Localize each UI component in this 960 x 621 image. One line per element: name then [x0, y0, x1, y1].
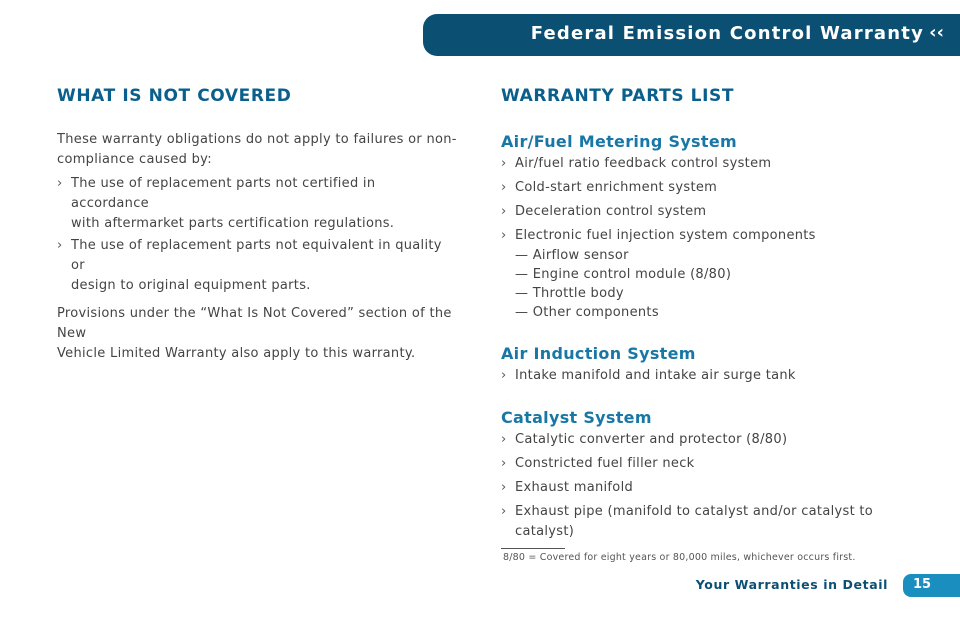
- header-banner: [423, 14, 960, 56]
- bullet-arrow-icon: ›: [501, 156, 507, 171]
- parts-list-section: [501, 84, 931, 542]
- footnote: 8/80 = Covered for eight years or 80,000 miles, whichever occurs first.: [503, 552, 856, 563]
- sub-list-item: — Airflow sensor: [515, 248, 629, 263]
- not-covered-section: [57, 84, 457, 364]
- list-item: › Exhaust pipe (manifold to catalyst and/or catalyst to catalyst): [501, 504, 874, 539]
- not-covered-heading: WHAT IS NOT COVERED: [57, 86, 292, 106]
- bullet-arrow-icon: ›: [57, 238, 63, 253]
- footer-section-label: Your Warranties in Detail: [695, 577, 888, 592]
- bullet-arrow-icon: ›: [501, 204, 507, 219]
- page-title: Federal Emission Control Warranty: [530, 23, 924, 44]
- air-induction-heading: Air Induction System: [501, 344, 696, 363]
- bullet-arrow-icon: ›: [57, 176, 63, 191]
- list-item: › Cold-start enrichment system: [501, 178, 931, 198]
- sub-list-item: — Throttle body: [515, 286, 624, 301]
- list-item: › Constricted fuel filler neck: [501, 454, 931, 474]
- bullet-arrow-icon: ›: [501, 368, 507, 383]
- chevron-left-icon: ‹‹: [929, 22, 944, 43]
- not-covered-intro: These warranty obligations do not apply to failures or non- compliance caused by:: [57, 132, 457, 167]
- page-number-tab: [903, 574, 960, 597]
- list-item: › Air/fuel ratio feedback control system: [501, 154, 931, 174]
- bullet-arrow-icon: ›: [501, 432, 507, 447]
- catalyst-heading: Catalyst System: [501, 408, 652, 427]
- list-item: › The use of replacement parts not certified in accordance with aftermarket parts certification regulations.: [57, 176, 395, 231]
- list-item: › Catalytic converter and protector (8/80): [501, 430, 931, 450]
- list-item: › The use of replacement parts not equivalent in quality or design to original equipment parts.: [57, 238, 442, 293]
- list-item: › Deceleration control system: [501, 202, 931, 222]
- air-fuel-heading: Air/Fuel Metering System: [501, 132, 737, 151]
- list-item: › Intake manifold and intake air surge tank: [501, 366, 931, 386]
- list-item: › Exhaust manifold: [501, 478, 931, 498]
- page-number: 15: [913, 577, 932, 592]
- bullet-arrow-icon: ›: [501, 480, 507, 495]
- list-item: › Electronic fuel injection system components: [501, 226, 931, 246]
- sub-list-item: — Other components: [515, 305, 659, 320]
- bullet-arrow-icon: ›: [501, 180, 507, 195]
- footnote-divider: [501, 548, 565, 549]
- provisions-paragraph: Provisions under the “What Is Not Covered” section of the New Vehicle Limited Warranty also apply to this warranty.: [57, 306, 452, 361]
- bullet-arrow-icon: ›: [501, 504, 507, 519]
- bullet-arrow-icon: ›: [501, 228, 507, 243]
- parts-list-heading: WARRANTY PARTS LIST: [501, 86, 735, 106]
- bullet-arrow-icon: ›: [501, 456, 507, 471]
- sub-list-item: — Engine control module (8/80): [515, 267, 732, 282]
